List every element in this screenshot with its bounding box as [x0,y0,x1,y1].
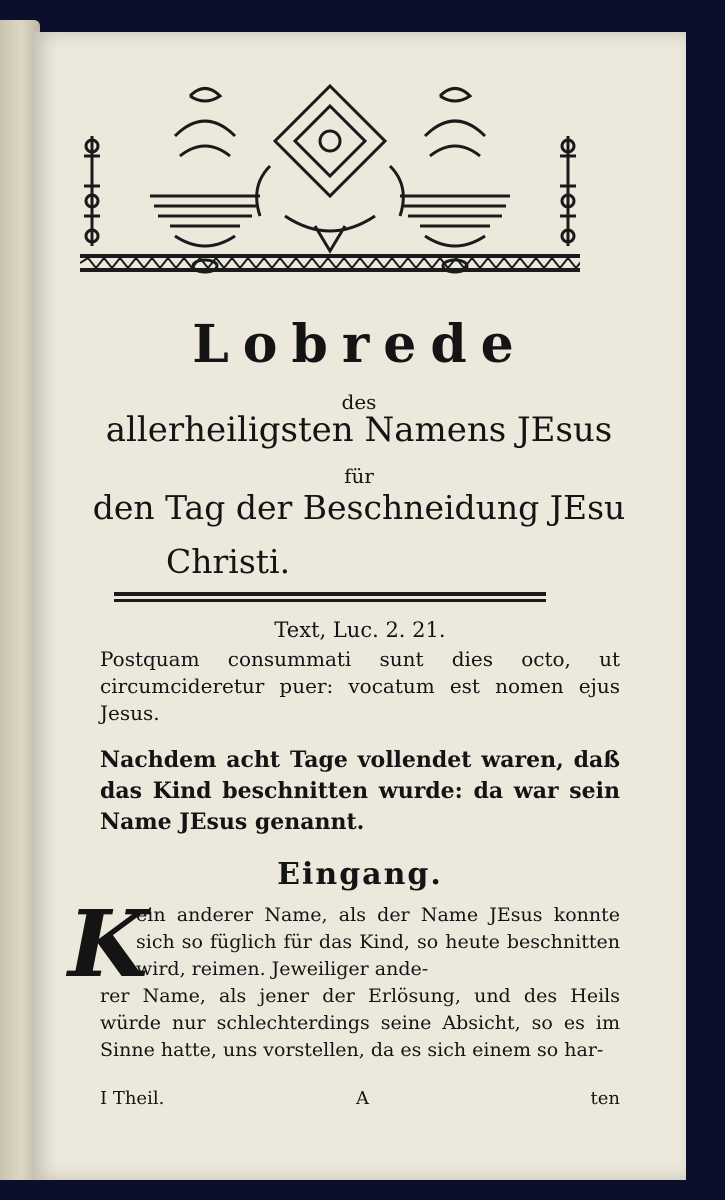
title-line-3: Christi. [166,542,291,581]
title-line-des: des [341,390,377,414]
title-line-2: den Tag der Beschneidung JEsu [92,488,626,527]
book-page [34,32,686,1180]
section-heading: Eingang. [277,857,443,892]
body-paragraph: rer Name, als jener der Erlösung, und des Heils würde nur schlechterdings seine Absicht, so es im Sinne hatte, uns vorstellen, da es sich einem so har- [100,985,620,1061]
volume-mark: I Theil. [100,1088,165,1109]
scripture-reference: Text, Luc. 2. 21. [274,618,446,642]
divider-rule-bottom [114,599,546,602]
drop-cap: K [68,890,148,998]
divider-rule-top [114,592,546,596]
title-line-1: allerheiligsten Namens JEsus [105,410,613,450]
body-paragraph-indented: ein anderer Name, als der Name JEsus konnte sich so füglich für das Kind, so heute beschnitten wird, reimen. Jeweiliger ande- [136,904,620,980]
page-title: Lobrede [192,314,528,375]
signature-mark: A [356,1088,369,1109]
latin-verse: Postquam consummati sunt dies octo, ut circumcideretur puer: vocatum est nomen ejus Jesus. [100,647,620,725]
catchword: ten [590,1088,620,1109]
page-footer [100,1088,620,1112]
title-line-fuer: für [344,464,374,488]
decorative-headpiece [80,76,580,274]
german-verse: Nachdem acht Tage vollendet waren, daß das Kind beschnitten wurde: da war sein Name JEsus genannt. [100,747,620,835]
